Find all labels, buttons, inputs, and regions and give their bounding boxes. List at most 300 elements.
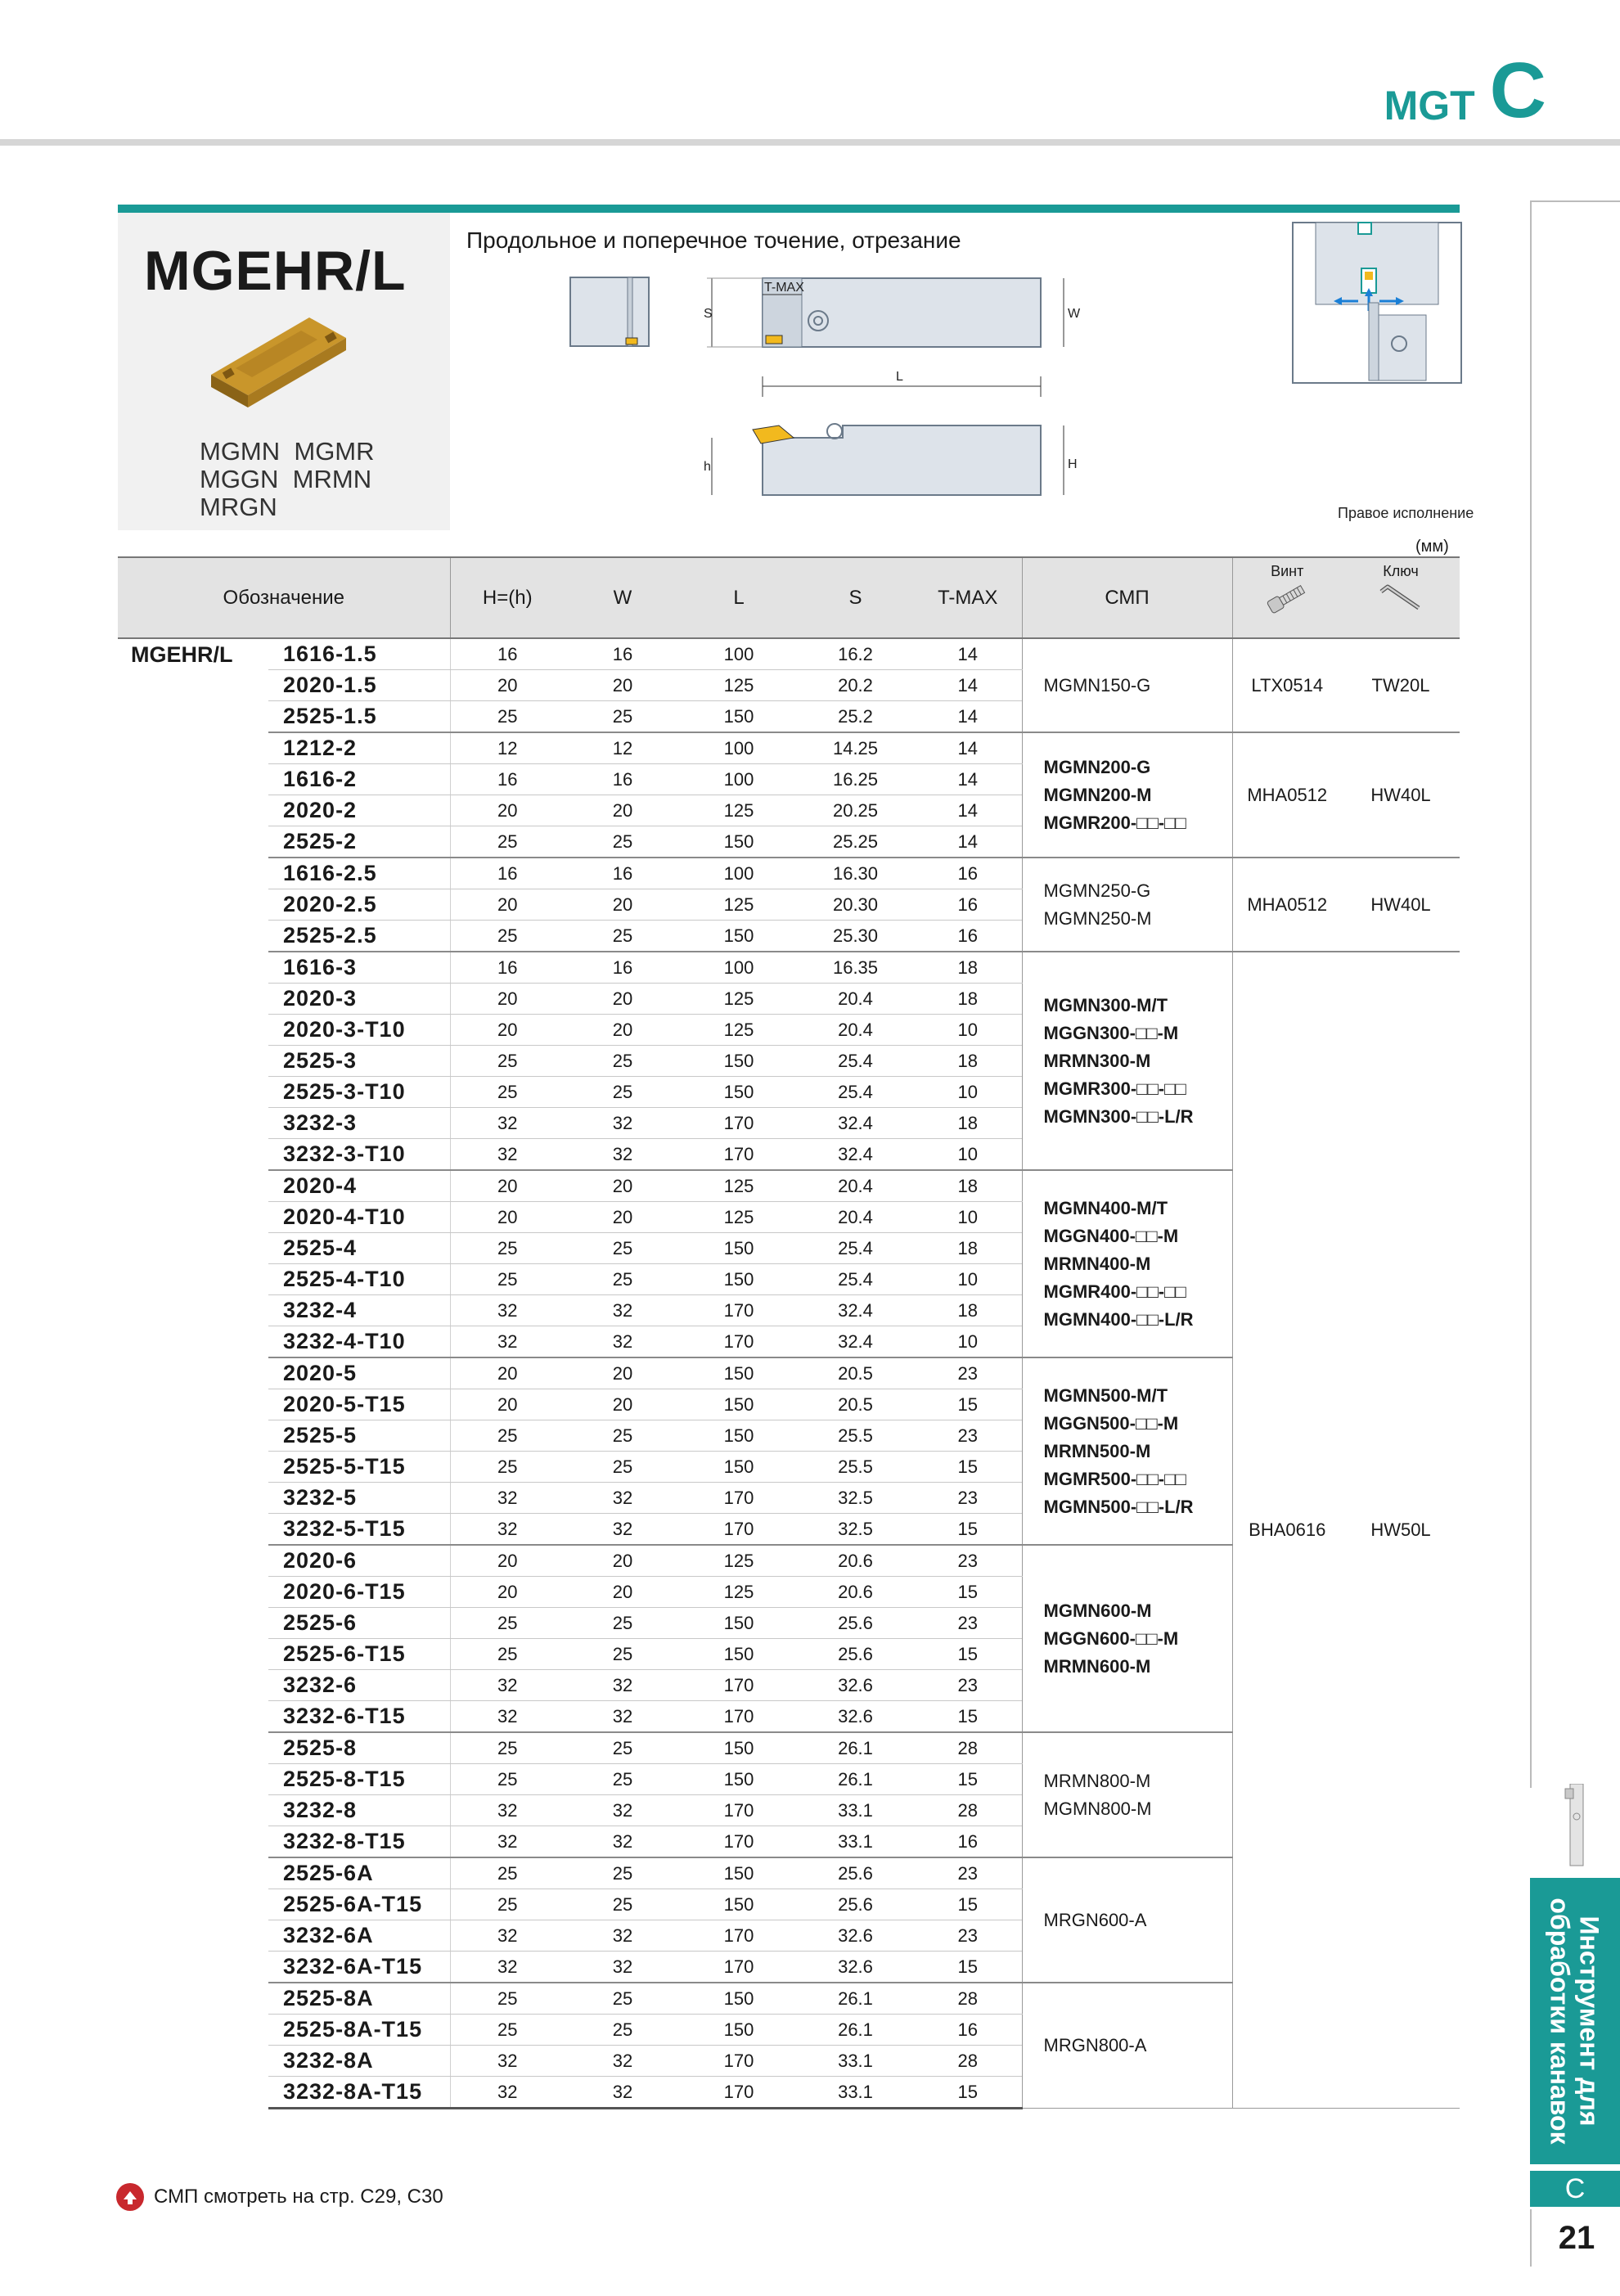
value-cell-S: 32.5 [797, 1483, 914, 1514]
value-cell-T: 18 [914, 1233, 1022, 1264]
value-cell-S: 20.4 [797, 984, 914, 1015]
value-cell-H: 25 [450, 1983, 565, 2015]
insert-cell [1022, 1857, 1232, 1983]
value-cell-T: 15 [914, 1701, 1022, 1733]
value-cell-H: 25 [450, 1732, 565, 1764]
designation-cell: 2020-6 [268, 1545, 450, 1577]
designation-cell: 2525-1.5 [268, 701, 450, 733]
insert-code: MGMN300-□□-L/R [1043, 1105, 1194, 1127]
value-cell-W: 32 [565, 1108, 681, 1139]
value-cell-H: 32 [450, 2046, 565, 2077]
designation-cell: 2525-6A-T15 [268, 1889, 450, 1920]
value-cell-T: 16 [914, 2015, 1022, 2046]
insert-cell [1022, 1545, 1232, 1732]
value-cell-W: 32 [565, 1514, 681, 1546]
insert-code: MRMN600-M [1043, 1655, 1151, 1677]
insert-cell [1022, 638, 1232, 732]
value-cell-T: 18 [914, 1046, 1022, 1077]
value-cell-W: 25 [565, 1046, 681, 1077]
value-cell-T: 15 [914, 1577, 1022, 1608]
value-cell-T: 15 [914, 1764, 1022, 1795]
insert-code: MGMR400-□□-□□ [1043, 1281, 1186, 1302]
designation-cell: 2020-2.5 [268, 889, 450, 921]
designation-cell: 2525-8-T15 [268, 1764, 450, 1795]
table-row [118, 732, 1460, 764]
value-cell-T: 14 [914, 701, 1022, 733]
insert-cell [1022, 952, 1232, 1170]
designation-cell: 3232-3 [268, 1108, 450, 1139]
insert-code: MGGN300-□□-M [1043, 1022, 1179, 1043]
insert-code: MGGN600-□□-M [1043, 1627, 1179, 1649]
insert-cell [1022, 1170, 1232, 1357]
value-cell-L: 100 [681, 858, 797, 889]
value-cell-W: 25 [565, 826, 681, 858]
value-cell-S: 25.30 [797, 921, 914, 952]
section-tab[interactable] [1530, 1878, 1620, 2164]
insert-code: MGMN600-M [1043, 1600, 1152, 1621]
value-cell-S: 32.6 [797, 1952, 914, 1983]
value-cell-W: 32 [565, 2077, 681, 2109]
designation-cell: 2525-6 [268, 1608, 450, 1639]
designation-cell: 3232-6-T15 [268, 1701, 450, 1733]
key-cell: HW40L [1342, 858, 1460, 952]
value-cell-W: 25 [565, 1639, 681, 1670]
designation-cell: 2525-5 [268, 1420, 450, 1452]
value-cell-H: 25 [450, 1452, 565, 1483]
insert-code: MGMN200-M [1043, 784, 1152, 805]
value-cell-S: 25.5 [797, 1452, 914, 1483]
value-cell-H: 25 [450, 921, 565, 952]
machining-detail-diagram [1291, 221, 1463, 385]
value-cell-W: 12 [565, 732, 681, 764]
value-cell-W: 32 [565, 1295, 681, 1326]
value-cell-T: 14 [914, 670, 1022, 701]
value-cell-W: 25 [565, 1983, 681, 2015]
section-tab-line: обработки канавок [1546, 1898, 1576, 2145]
insert-code: MGMN400-□□-L/R [1043, 1308, 1194, 1330]
value-cell-W: 32 [565, 1326, 681, 1358]
value-cell-T: 23 [914, 1670, 1022, 1701]
value-cell-S: 20.6 [797, 1545, 914, 1577]
value-cell-L: 125 [681, 1170, 797, 1202]
value-cell-W: 16 [565, 764, 681, 795]
designation-cell: 2020-2 [268, 795, 450, 826]
designation-cell: 2525-4-T10 [268, 1264, 450, 1295]
designation-cell: 2525-2 [268, 826, 450, 858]
value-cell-W: 20 [565, 795, 681, 826]
value-cell-T: 10 [914, 1077, 1022, 1108]
value-cell-T: 28 [914, 1795, 1022, 1826]
value-cell-H: 32 [450, 2077, 565, 2109]
value-cell-T: 14 [914, 764, 1022, 795]
value-cell-T: 18 [914, 1295, 1022, 1326]
s-label: S [704, 307, 713, 321]
insert-code: MGMR500-□□-□□ [1043, 1468, 1186, 1489]
category-cell: MGEHR/L [131, 642, 233, 667]
value-cell-T: 23 [914, 1483, 1022, 1514]
screw-cell: LTX0514 [1232, 638, 1342, 732]
value-cell-L: 125 [681, 1015, 797, 1046]
value-cell-H: 32 [450, 1795, 565, 1826]
value-cell-T: 15 [914, 1952, 1022, 1983]
value-cell-H: 32 [450, 1483, 565, 1514]
insert-code: MGMN500-M/T [1043, 1384, 1168, 1406]
value-cell-S: 16.35 [797, 952, 914, 984]
value-cell-S: 33.1 [797, 1826, 914, 1858]
value-cell-H: 16 [450, 858, 565, 889]
spec-table [118, 556, 1460, 2109]
insert-code: MRMN500-M [1043, 1440, 1151, 1461]
insert-cell [1022, 1357, 1232, 1545]
designation-cell: 3232-8A-T15 [268, 2077, 450, 2109]
H-label: H [1068, 457, 1078, 471]
value-cell-H: 32 [450, 1701, 565, 1733]
value-cell-T: 10 [914, 1015, 1022, 1046]
value-cell-S: 20.5 [797, 1357, 914, 1389]
designation-cell: 1616-3 [268, 952, 450, 984]
insert-types-line: MGGN MRMN [200, 465, 372, 493]
value-cell-W: 25 [565, 701, 681, 733]
value-cell-H: 25 [450, 1264, 565, 1295]
screw-header-label: Винт [1271, 563, 1304, 579]
value-cell-S: 26.1 [797, 1732, 914, 1764]
value-cell-S: 32.4 [797, 1108, 914, 1139]
designation-cell: 2525-3 [268, 1046, 450, 1077]
value-cell-S: 25.4 [797, 1264, 914, 1295]
value-cell-L: 150 [681, 1608, 797, 1639]
value-cell-S: 33.1 [797, 2077, 914, 2109]
value-cell-H: 20 [450, 1357, 565, 1389]
h-label: h [704, 460, 711, 474]
value-cell-T: 10 [914, 1139, 1022, 1171]
designation-cell: 1212-2 [268, 732, 450, 764]
value-cell-T: 14 [914, 795, 1022, 826]
insert-types-line: MRGN [200, 493, 277, 521]
designation-cell: 3232-8-T15 [268, 1826, 450, 1858]
w-label: W [1068, 307, 1081, 321]
header-rule [0, 139, 1620, 146]
value-cell-S: 32.5 [797, 1514, 914, 1546]
value-cell-S: 32.6 [797, 1920, 914, 1952]
value-cell-W: 32 [565, 2046, 681, 2077]
value-cell-H: 32 [450, 1108, 565, 1139]
value-cell-H: 25 [450, 1889, 565, 1920]
value-cell-T: 15 [914, 1639, 1022, 1670]
value-cell-T: 14 [914, 732, 1022, 764]
insert-cell [1022, 732, 1232, 858]
value-cell-L: 125 [681, 984, 797, 1015]
value-cell-H: 32 [450, 1326, 565, 1358]
insert-cell [1022, 858, 1232, 952]
key-cell: TW20L [1342, 638, 1460, 732]
side-panel-top [1530, 200, 1620, 202]
value-cell-W: 32 [565, 1952, 681, 1983]
header-tmax: T-MAX [914, 557, 1022, 638]
value-cell-L: 150 [681, 1639, 797, 1670]
value-cell-S: 25.4 [797, 1233, 914, 1264]
value-cell-L: 150 [681, 1264, 797, 1295]
value-cell-W: 16 [565, 638, 681, 670]
right-execution-note: Правое исполнение [1338, 505, 1474, 521]
value-cell-L: 150 [681, 1357, 797, 1389]
value-cell-L: 100 [681, 764, 797, 795]
header-S: S [797, 557, 914, 638]
value-cell-L: 170 [681, 1701, 797, 1733]
value-cell-T: 16 [914, 921, 1022, 952]
section-tab-label [1546, 1898, 1604, 2144]
screw-cell: MHA0512 [1232, 858, 1342, 952]
value-cell-L: 150 [681, 1732, 797, 1764]
value-cell-H: 32 [450, 1295, 565, 1326]
value-cell-S: 25.5 [797, 1420, 914, 1452]
header-screw [1232, 557, 1342, 638]
value-cell-L: 150 [681, 1764, 797, 1795]
value-cell-S: 16.2 [797, 638, 914, 670]
value-cell-W: 25 [565, 1608, 681, 1639]
value-cell-S: 25.4 [797, 1046, 914, 1077]
designation-cell: 2525-2.5 [268, 921, 450, 952]
value-cell-W: 20 [565, 1170, 681, 1202]
value-cell-T: 28 [914, 1983, 1022, 2015]
value-cell-H: 20 [450, 670, 565, 701]
value-cell-W: 32 [565, 1701, 681, 1733]
value-cell-T: 28 [914, 2046, 1022, 2077]
value-cell-S: 32.6 [797, 1670, 914, 1701]
value-cell-S: 26.1 [797, 1983, 914, 2015]
value-cell-W: 25 [565, 2015, 681, 2046]
designation-cell: 3232-3-T10 [268, 1139, 450, 1171]
insert-code: MGMN500-□□-L/R [1043, 1496, 1194, 1517]
value-cell-W: 25 [565, 1420, 681, 1452]
designation-cell: 2020-4 [268, 1170, 450, 1202]
value-cell-H: 20 [450, 1170, 565, 1202]
value-cell-L: 170 [681, 1514, 797, 1546]
value-cell-H: 20 [450, 1202, 565, 1233]
value-cell-H: 25 [450, 1233, 565, 1264]
value-cell-W: 32 [565, 1920, 681, 1952]
value-cell-S: 16.25 [797, 764, 914, 795]
designation-cell: 2525-4 [268, 1233, 450, 1264]
value-cell-H: 25 [450, 1857, 565, 1889]
value-cell-H: 32 [450, 1952, 565, 1983]
value-cell-S: 14.25 [797, 732, 914, 764]
value-cell-S: 32.6 [797, 1701, 914, 1733]
hex-key-icon [1376, 580, 1425, 616]
value-cell-H: 20 [450, 1545, 565, 1577]
value-cell-W: 32 [565, 1670, 681, 1701]
designation-cell: 3232-5-T15 [268, 1514, 450, 1546]
designation-cell: 1616-2 [268, 764, 450, 795]
designation-cell: 3232-4 [268, 1295, 450, 1326]
designation-cell: 2525-5-T15 [268, 1452, 450, 1483]
value-cell-H: 25 [450, 2015, 565, 2046]
insert-code: MRGN600-A [1043, 1909, 1147, 1930]
value-cell-S: 33.1 [797, 2046, 914, 2077]
insert-code: MGMN400-M/T [1043, 1197, 1168, 1218]
value-cell-T: 14 [914, 826, 1022, 858]
value-cell-W: 20 [565, 1015, 681, 1046]
value-cell-W: 25 [565, 1233, 681, 1264]
value-cell-L: 170 [681, 1920, 797, 1952]
footnote-text: СМП смотреть на стр. C29, C30 [154, 2186, 443, 2208]
value-cell-T: 15 [914, 1514, 1022, 1546]
value-cell-S: 25.2 [797, 701, 914, 733]
value-cell-L: 170 [681, 1952, 797, 1983]
value-cell-L: 125 [681, 1577, 797, 1608]
value-cell-S: 20.25 [797, 795, 914, 826]
value-cell-L: 150 [681, 1420, 797, 1452]
value-cell-L: 125 [681, 670, 797, 701]
value-cell-S: 25.25 [797, 826, 914, 858]
key-cell: HW40L [1342, 732, 1460, 858]
header-H: H=(h) [450, 557, 565, 638]
value-cell-W: 20 [565, 670, 681, 701]
value-cell-H: 20 [450, 984, 565, 1015]
designation-cell: 3232-6 [268, 1670, 450, 1701]
value-cell-L: 125 [681, 1545, 797, 1577]
brand-series: MGT [1384, 83, 1475, 129]
designation-cell: 3232-5 [268, 1483, 450, 1514]
value-cell-L: 150 [681, 1233, 797, 1264]
value-cell-S: 20.4 [797, 1170, 914, 1202]
value-cell-S: 25.4 [797, 1077, 914, 1108]
insert-cell [1022, 1732, 1232, 1857]
value-cell-L: 150 [681, 921, 797, 952]
value-cell-L: 170 [681, 1108, 797, 1139]
value-cell-T: 23 [914, 1920, 1022, 1952]
designation-cell: 3232-4-T10 [268, 1326, 450, 1358]
value-cell-L: 170 [681, 2046, 797, 2077]
value-cell-T: 23 [914, 1608, 1022, 1639]
product-title: MGEHR/L [144, 240, 407, 302]
insert-code: MGMN250-G [1043, 880, 1151, 901]
value-cell-W: 16 [565, 858, 681, 889]
screw-icon [1262, 580, 1312, 616]
designation-cell: 3232-6A [268, 1920, 450, 1952]
value-cell-S: 26.1 [797, 2015, 914, 2046]
designation-cell: 3232-8 [268, 1795, 450, 1826]
value-cell-L: 150 [681, 1389, 797, 1420]
designation-cell: 2020-3-T10 [268, 1015, 450, 1046]
designation-cell: 2525-8A-T15 [268, 2015, 450, 2046]
header-W: W [565, 557, 681, 638]
value-cell-L: 125 [681, 889, 797, 921]
value-cell-H: 32 [450, 1920, 565, 1952]
value-cell-L: 125 [681, 795, 797, 826]
value-cell-W: 20 [565, 1577, 681, 1608]
value-cell-S: 32.4 [797, 1295, 914, 1326]
value-cell-H: 20 [450, 1015, 565, 1046]
value-cell-T: 18 [914, 952, 1022, 984]
designation-cell: 2020-1.5 [268, 670, 450, 701]
value-cell-S: 20.2 [797, 670, 914, 701]
designation-cell: 2020-5-T15 [268, 1389, 450, 1420]
value-cell-H: 25 [450, 1077, 565, 1108]
designation-cell: 2525-8A [268, 1983, 450, 2015]
value-cell-L: 150 [681, 701, 797, 733]
value-cell-S: 25.6 [797, 1639, 914, 1670]
end-view-diagram [569, 274, 650, 356]
designation-cell: 1616-2.5 [268, 858, 450, 889]
value-cell-T: 18 [914, 1170, 1022, 1202]
value-cell-L: 150 [681, 1857, 797, 1889]
application-description: Продольное и поперечное точение, отрезание [466, 227, 961, 253]
screw-cell: BHA0616 [1232, 952, 1342, 2109]
section-brand [1384, 47, 1546, 134]
value-cell-S: 20.30 [797, 889, 914, 921]
value-cell-L: 170 [681, 1483, 797, 1514]
value-cell-L: 150 [681, 1452, 797, 1483]
value-cell-T: 15 [914, 1452, 1022, 1483]
value-cell-T: 23 [914, 1420, 1022, 1452]
value-cell-H: 12 [450, 732, 565, 764]
tmax-label: T-MAX [764, 281, 804, 295]
value-cell-T: 10 [914, 1202, 1022, 1233]
value-cell-S: 20.4 [797, 1015, 914, 1046]
value-cell-L: 100 [681, 952, 797, 984]
insert-code: MGGN500-□□-M [1043, 1412, 1179, 1434]
value-cell-H: 25 [450, 826, 565, 858]
product-header-bar [118, 205, 1460, 213]
insert-code: MGMN250-M [1043, 907, 1152, 929]
insert-code: MGGN400-□□-M [1043, 1225, 1179, 1246]
page-number: 21 [1530, 2209, 1620, 2267]
value-cell-W: 20 [565, 1357, 681, 1389]
value-cell-L: 150 [681, 1983, 797, 2015]
value-cell-L: 170 [681, 1826, 797, 1858]
insert-code: MGMN150-G [1043, 674, 1151, 696]
value-cell-H: 20 [450, 1577, 565, 1608]
value-cell-L: 150 [681, 1889, 797, 1920]
value-cell-W: 25 [565, 1732, 681, 1764]
insert-types [200, 438, 375, 521]
value-cell-H: 32 [450, 1514, 565, 1546]
value-cell-W: 25 [565, 1764, 681, 1795]
value-cell-T: 18 [914, 984, 1022, 1015]
value-cell-S: 25.6 [797, 1608, 914, 1639]
tool-dimension-diagram [704, 270, 1211, 532]
value-cell-H: 16 [450, 764, 565, 795]
footnote [115, 2181, 443, 2213]
value-cell-T: 28 [914, 1732, 1022, 1764]
value-cell-W: 20 [565, 1545, 681, 1577]
designation-cell: 2020-6-T15 [268, 1577, 450, 1608]
value-cell-H: 20 [450, 889, 565, 921]
designation-cell: 3232-6A-T15 [268, 1952, 450, 1983]
value-cell-T: 10 [914, 1326, 1022, 1358]
insert-types-line: MGMN MGMR [200, 437, 375, 466]
value-cell-S: 20.4 [797, 1202, 914, 1233]
designation-cell: 3232-8A [268, 2046, 450, 2077]
value-cell-H: 20 [450, 795, 565, 826]
screw-cell: MHA0512 [1232, 732, 1342, 858]
value-cell-W: 32 [565, 1826, 681, 1858]
value-cell-L: 170 [681, 1139, 797, 1171]
designation-cell: 2525-6-T15 [268, 1639, 450, 1670]
designation-cell: 2525-8 [268, 1732, 450, 1764]
value-cell-H: 25 [450, 1608, 565, 1639]
value-cell-H: 32 [450, 1670, 565, 1701]
value-cell-L: 150 [681, 826, 797, 858]
value-cell-L: 150 [681, 1046, 797, 1077]
table-row [118, 952, 1460, 984]
table-row [118, 638, 1460, 670]
value-cell-T: 14 [914, 638, 1022, 670]
value-cell-H: 16 [450, 638, 565, 670]
value-cell-H: 32 [450, 1139, 565, 1171]
grooving-tool-icon [1550, 1784, 1600, 1874]
designation-cell: 2525-6A [268, 1857, 450, 1889]
